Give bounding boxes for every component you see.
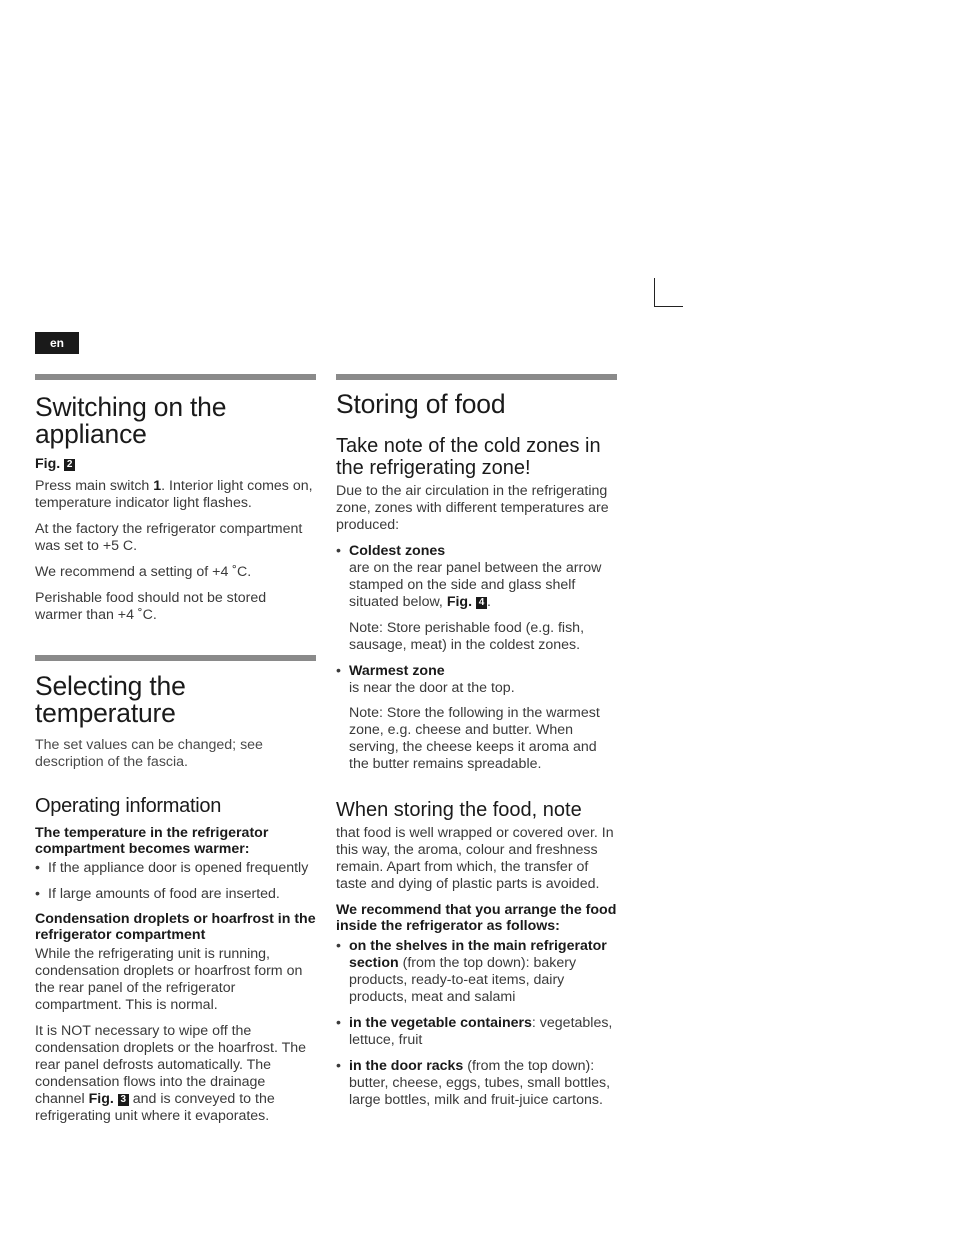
zones-list (336, 543, 617, 611)
language-badge: en (35, 332, 79, 354)
list-item: • Coldest zones are on the rear panel between the arrow stamped on the side and glass shelf situated below, Fig. 4 . (336, 543, 617, 611)
storing-title: Storing of food (336, 389, 506, 419)
when-storing-heading: When storing the food, note (336, 799, 582, 821)
switching-paragraph-1: Press main switch 1. Interior light comes on, temperature indicator light flashes. (35, 478, 313, 511)
list-item: • in the vegetable containers: vegetables, lettuce, fruit (336, 1015, 617, 1049)
condensation-heading: Condensation droplets or hoarfrost in the refrigerator compartment (35, 911, 316, 943)
section-rule (336, 374, 617, 380)
coldest-note: Note: Store perishable food (e.g. fish, sausage, meat) in the coldest zones. (349, 620, 585, 653)
section-rule (35, 655, 316, 661)
condensation-paragraph-1: While the refrigerating unit is running, condensation droplets or hoarfrost form on the rear panel of the refrigerator compartment. This is normal. (35, 946, 303, 1013)
list-item: • in the door racks (from the top down): butter, cheese, eggs, tubes, small bottles, large bottles, milk and fruit-juice cartons. (336, 1058, 617, 1109)
list-item: • on the shelves in the main refrigerator section (from the top down): bakery products, ready-to-eat items, dairy products, meat and salami (336, 938, 617, 1006)
switching-paragraph-3: We recommend a setting of +4 ˚C. (35, 564, 252, 580)
coldest-label: Coldest zones (349, 543, 446, 559)
fig-number-badge: 2 (64, 459, 75, 471)
condensation-paragraph-2: It is NOT necessary to wipe off the condensation droplets or the hoarfrost. The rear panel defrosts automatically. The condensation flows into the drainage channel Fig. 3 and is conveyed to the refrigerating unit where it evaporates. (35, 1023, 307, 1124)
zones-list (336, 663, 617, 697)
fig-number-badge: 4 (476, 597, 487, 609)
operating-heading: Operating information (35, 795, 222, 817)
switching-title: Switching on the appliance (35, 392, 227, 449)
list-item: • If the appliance door is opened frequently (35, 860, 316, 877)
crop-mark (654, 278, 683, 307)
section-rule (35, 374, 316, 380)
warmest-label: Warmest zone (349, 663, 445, 679)
right-column (336, 374, 617, 1109)
list-item: • Warmest zone is near the door at the top. (336, 663, 617, 697)
selecting-paragraph: The set values can be changed; see description of the fascia. (35, 737, 263, 770)
list-item: • If large amounts of food are inserted. (35, 886, 316, 903)
fig-ref (35, 456, 316, 473)
selecting-title: Selecting the temperature (35, 671, 186, 728)
warmer-heading: The temperature in the refrigerator compartment becomes warmer: (35, 825, 269, 857)
fig-number-badge: 3 (118, 1094, 129, 1106)
switching-paragraph-2: At the factory the refrigerator compartment was set to +5 C. (35, 521, 303, 554)
left-column (35, 374, 316, 1125)
warmest-note: Note: Store the following in the warmest zone, e.g. cheese and butter. When serving, the cheese keeps it aroma and the butter remains spreadable. (349, 705, 600, 772)
fig-label: Fig. (35, 456, 61, 472)
warmer-list (35, 860, 316, 903)
cold-zones-intro: Due to the air circulation in the refrigerating zone, zones with different temperatures are produced: (336, 483, 609, 533)
switching-paragraph-4: Perishable food should not be stored warmer than +4 ˚C. (35, 590, 267, 623)
arrangement-list (336, 938, 617, 1109)
when-storing-paragraph: that food is well wrapped or covered over. In this way, the aroma, colour and freshness remain. Apart from which, the transfer of taste and dying of plastic parts is avoided. (336, 825, 614, 892)
cold-zones-heading: Take note of the cold zones in the refrigerating zone! (336, 435, 601, 479)
recommend-heading: We recommend that you arrange the food inside the refrigerator as follows: (336, 902, 617, 934)
